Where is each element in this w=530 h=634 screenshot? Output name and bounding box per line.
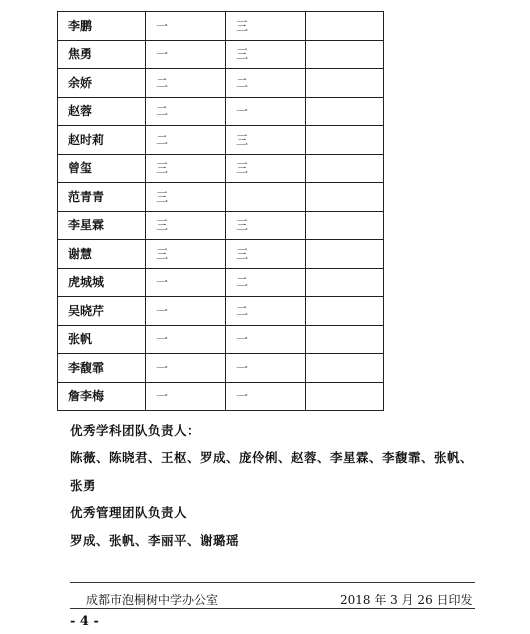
blank-cell bbox=[306, 97, 384, 126]
blank-cell bbox=[306, 268, 384, 297]
name-cell: 谢慧 bbox=[58, 240, 146, 269]
grade-cell-b: 三 bbox=[226, 12, 306, 41]
blank-cell bbox=[306, 211, 384, 240]
table-row bbox=[58, 97, 384, 126]
name-cell: 李星霖 bbox=[58, 211, 146, 240]
name-cell: 吴晓芹 bbox=[58, 297, 146, 326]
grade-cell-a: 三 bbox=[146, 183, 226, 212]
grade-cell-b bbox=[226, 183, 306, 212]
blank-cell bbox=[306, 325, 384, 354]
name-cell: 范青青 bbox=[58, 183, 146, 212]
table-row bbox=[58, 126, 384, 155]
page-number: - 4 - bbox=[70, 614, 99, 629]
table-row bbox=[58, 382, 384, 411]
grade-cell-a: 一 bbox=[146, 40, 226, 69]
grade-cell-a: 二 bbox=[146, 126, 226, 155]
subject-team-names-line2: 张勇 bbox=[70, 478, 97, 493]
name-cell: 李馥霏 bbox=[58, 354, 146, 383]
blank-cell bbox=[306, 354, 384, 383]
blank-cell bbox=[306, 69, 384, 98]
grade-cell-a: 一 bbox=[146, 382, 226, 411]
subject-team-heading: 优秀学科团队负责人： bbox=[70, 423, 201, 438]
grade-cell-a: 一 bbox=[146, 354, 226, 383]
table-row bbox=[58, 268, 384, 297]
name-cell: 李鹏 bbox=[58, 12, 146, 41]
table-row bbox=[58, 183, 384, 212]
name-cell: 虎城城 bbox=[58, 268, 146, 297]
name-cell: 赵蓉 bbox=[58, 97, 146, 126]
grade-cell-b: 二 bbox=[226, 297, 306, 326]
blank-cell bbox=[306, 40, 384, 69]
management-team-heading: 优秀管理团队负责人 bbox=[70, 505, 188, 520]
blank-cell bbox=[306, 183, 384, 212]
footer-issuer: 成都市泡桐树中学办公室 bbox=[86, 593, 219, 607]
grade-cell-a: 一 bbox=[146, 12, 226, 41]
table-row bbox=[58, 240, 384, 269]
name-cell: 余娇 bbox=[58, 69, 146, 98]
grade-cell-a: 一 bbox=[146, 325, 226, 354]
blank-cell bbox=[306, 297, 384, 326]
award-table-body bbox=[58, 12, 384, 411]
name-cell: 张帆 bbox=[58, 325, 146, 354]
blank-cell bbox=[306, 240, 384, 269]
blank-cell bbox=[306, 126, 384, 155]
footer-top-rule bbox=[70, 582, 475, 583]
grade-cell-a: 三 bbox=[146, 154, 226, 183]
table-row bbox=[58, 12, 384, 41]
grade-cell-b: 三 bbox=[226, 126, 306, 155]
table-row bbox=[58, 354, 384, 383]
grade-cell-b: 一 bbox=[226, 382, 306, 411]
grade-cell-b: 二 bbox=[226, 268, 306, 297]
grade-cell-a: 三 bbox=[146, 240, 226, 269]
grade-cell-b: 三 bbox=[226, 240, 306, 269]
grade-cell-a: 二 bbox=[146, 69, 226, 98]
grade-cell-b: 二 bbox=[226, 69, 306, 98]
award-table bbox=[57, 11, 384, 411]
grade-cell-b: 三 bbox=[226, 40, 306, 69]
table-row bbox=[58, 40, 384, 69]
grade-cell-a: 二 bbox=[146, 97, 226, 126]
blank-cell bbox=[306, 12, 384, 41]
management-team-names: 罗成、张帆、李丽平、谢璐瑶 bbox=[70, 533, 240, 548]
grade-cell-a: 三 bbox=[146, 211, 226, 240]
table-row bbox=[58, 154, 384, 183]
footer-bottom-rule bbox=[70, 608, 475, 609]
grade-cell-a: 一 bbox=[146, 297, 226, 326]
table-row bbox=[58, 69, 384, 98]
grade-cell-b: 三 bbox=[226, 154, 306, 183]
blank-cell bbox=[306, 154, 384, 183]
footer-issue-date: 2018 年 3 月 26 日印发 bbox=[340, 593, 473, 607]
grade-cell-b: 一 bbox=[226, 325, 306, 354]
grade-cell-b: 三 bbox=[226, 211, 306, 240]
name-cell: 赵时莉 bbox=[58, 126, 146, 155]
name-cell: 曾玺 bbox=[58, 154, 146, 183]
grade-cell-b: 一 bbox=[226, 97, 306, 126]
blank-cell bbox=[306, 382, 384, 411]
subject-team-names-line1: 陈薇、陈晓君、王枢、罗成、庞伶俐、赵蓉、李星霖、李馥霏、张帆、 bbox=[70, 450, 474, 465]
grade-cell-b: 一 bbox=[226, 354, 306, 383]
name-cell: 焦勇 bbox=[58, 40, 146, 69]
name-cell: 詹李梅 bbox=[58, 382, 146, 411]
grade-cell-a: 一 bbox=[146, 268, 226, 297]
table-row bbox=[58, 325, 384, 354]
table-row bbox=[58, 211, 384, 240]
table-row bbox=[58, 297, 384, 326]
